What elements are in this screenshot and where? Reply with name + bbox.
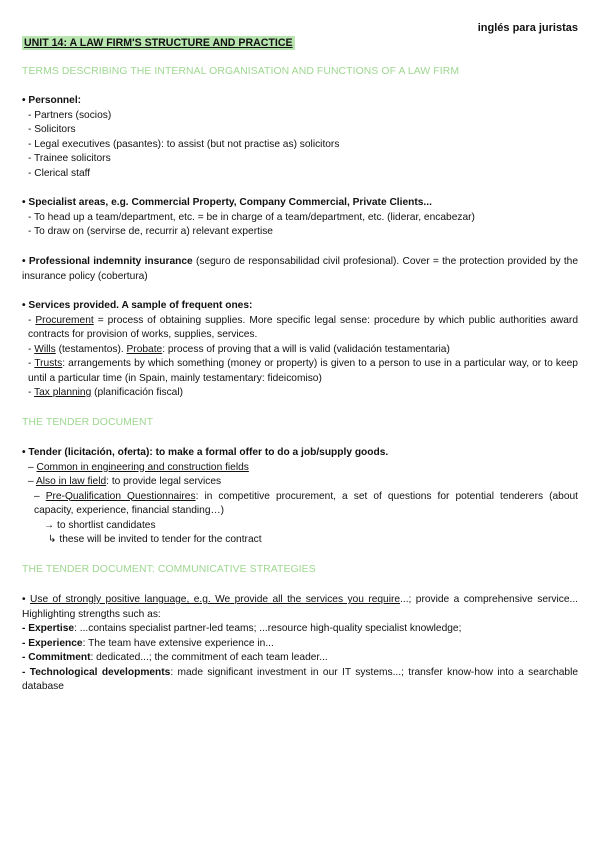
wills-text: (testamentos).	[55, 343, 127, 355]
trusts-item: - Trusts: arrangements by which something (money or property) is given to a person to use in a particular way, or to keep until a particular time (in Spain, mainly testamentary: fideicomiso)	[28, 358, 578, 384]
indemnity-term: • Professional indemnity insurance	[22, 256, 193, 267]
unit-title: UNIT 14: A LAW FIRM'S STRUCTURE AND PRACTICE	[24, 37, 293, 49]
invited-text: ↳ these will be invited to tender for the contract	[48, 534, 262, 545]
trusts-term: Trusts	[34, 358, 63, 369]
tax-item: - Tax planning (planificación fiscal)	[28, 387, 183, 398]
common-fields-text: Common in engineering and construction fields	[36, 461, 249, 473]
indemnity-text: (seguro de responsabilidad civil profesional). Cover = the protection provided by the insurance policy (cobertura)	[22, 256, 578, 282]
tech-text: : made significant investment in our IT systems...; transfer know-how into a searchable database	[22, 666, 578, 692]
expertise-item	[22, 622, 578, 637]
shortlist-text: → to shortlist candidates	[44, 519, 156, 531]
commitment-term: - Commitment	[22, 652, 91, 663]
tender-common: – Common in engineering and construction fields	[28, 461, 249, 473]
specialist-heading: • Specialist areas, e.g. Commercial Property, Company Commercial, Private Clients...	[22, 197, 432, 208]
probate-text: : process of proving that a will is valid (validación testamentaria)	[162, 343, 450, 355]
tax-text: (planificación fiscal)	[91, 387, 183, 398]
indemnity-paragraph	[22, 255, 578, 284]
commitment-text: : dedicated...; the commitment of each team leader...	[90, 652, 328, 663]
positive-language-term: Use of strongly positive language, e.g. We provide all the services you require	[30, 594, 401, 605]
law-field-text: : to provide legal services	[106, 476, 222, 487]
personnel-heading: • Personnel:	[22, 95, 82, 106]
section-heading-internal: TERMS DESCRIBING THE INTERNAL ORGANISATION AND FUNCTIONS OF A LAW FIRM	[22, 66, 460, 77]
commitment-item	[22, 651, 578, 666]
personnel-item: - Clerical staff	[28, 167, 91, 179]
wills-item: - Wills (testamentos). Probate: process of proving that a will is valid (validación testamentaria)	[28, 343, 450, 355]
procurement-text: = process of obtaining supplies. More specific legal sense: procedure by which public authorities award contracts for provision of works, supplies, services.	[28, 314, 578, 340]
tech-item	[22, 666, 578, 695]
expertise-term: - Expertise	[22, 623, 75, 634]
personnel-item: - Trainee solicitors	[28, 153, 111, 164]
pq-term: Pre-Qualification Questionnaires	[45, 490, 196, 502]
expertise-text: : ...contains specialist partner-led teams; ...resource high-quality specialist knowledge;	[74, 623, 462, 634]
services-heading: • Services provided. A sample of frequent ones:	[22, 300, 253, 311]
procurement-item: - Procurement = process of obtaining supplies. More specific legal sense: procedure by which public authorities award contracts for provision of works, supplies, services.	[28, 314, 578, 340]
personnel-item: - Partners (socios)	[28, 109, 112, 121]
section-heading-strategies: THE TENDER DOCUMENT: COMMUNICATIVE STRATEGIES	[22, 564, 316, 575]
trusts-text: : arrangements by which something (money or property) is given to a person to use in a particular way, or to keep until a particular time (in Spain, mainly testamentary: fideicomiso)	[28, 358, 578, 384]
specialist-block	[22, 196, 578, 240]
experience-item	[22, 637, 578, 652]
procurement-term: Procurement	[35, 314, 94, 326]
probate-term: Probate	[126, 343, 163, 355]
pq-item: – Pre-Qualification Questionnaires: in competitive procurement, a set of questions for potential tenderers (about capacity, experience, financial standing…)	[34, 490, 578, 516]
section-heading-tender: THE TENDER DOCUMENT	[22, 417, 154, 428]
personnel-block	[22, 94, 578, 181]
specialist-item: - To head up a team/department, etc. = be in charge of a team/department, etc. (liderar, encabezar)	[28, 211, 475, 223]
tech-term: - Technological developments	[22, 666, 171, 678]
tender-heading: • Tender (licitación, oferta): to make a formal offer to do a job/supply goods.	[22, 447, 389, 458]
course-header: inglés para juristas	[477, 22, 578, 34]
personnel-item: - Solicitors	[28, 124, 76, 135]
services-block	[22, 299, 578, 401]
tender-block	[22, 446, 578, 548]
experience-term: - Experience	[22, 637, 83, 649]
law-field-term: Also in law field	[35, 476, 107, 487]
tender-law-field: – Also in law field: to provide legal services	[28, 476, 222, 487]
positive-language-text: ...; provide a comprehensive service... Highlighting strengths such as:	[22, 594, 578, 620]
specialist-item: - To draw on (servirse de, recurrir a) relevant expertise	[28, 226, 273, 237]
tax-term: Tax planning	[34, 387, 92, 398]
experience-text: : The team have extensive experience in...	[82, 637, 274, 649]
pq-text: : in competitive procurement, a set of questions for potential tenderers (about capacity, experience, financial standing…)	[34, 490, 578, 516]
strategies-block	[22, 593, 578, 695]
wills-term: Wills	[34, 343, 56, 355]
personnel-item: - Legal executives (pasantes): to assist (but not practise as) solicitors	[28, 138, 340, 150]
positive-language-item: • Use of strongly positive language, e.g. We provide all the services you require...; provide a comprehensive service... Highlighting strengths such as:	[22, 594, 578, 620]
